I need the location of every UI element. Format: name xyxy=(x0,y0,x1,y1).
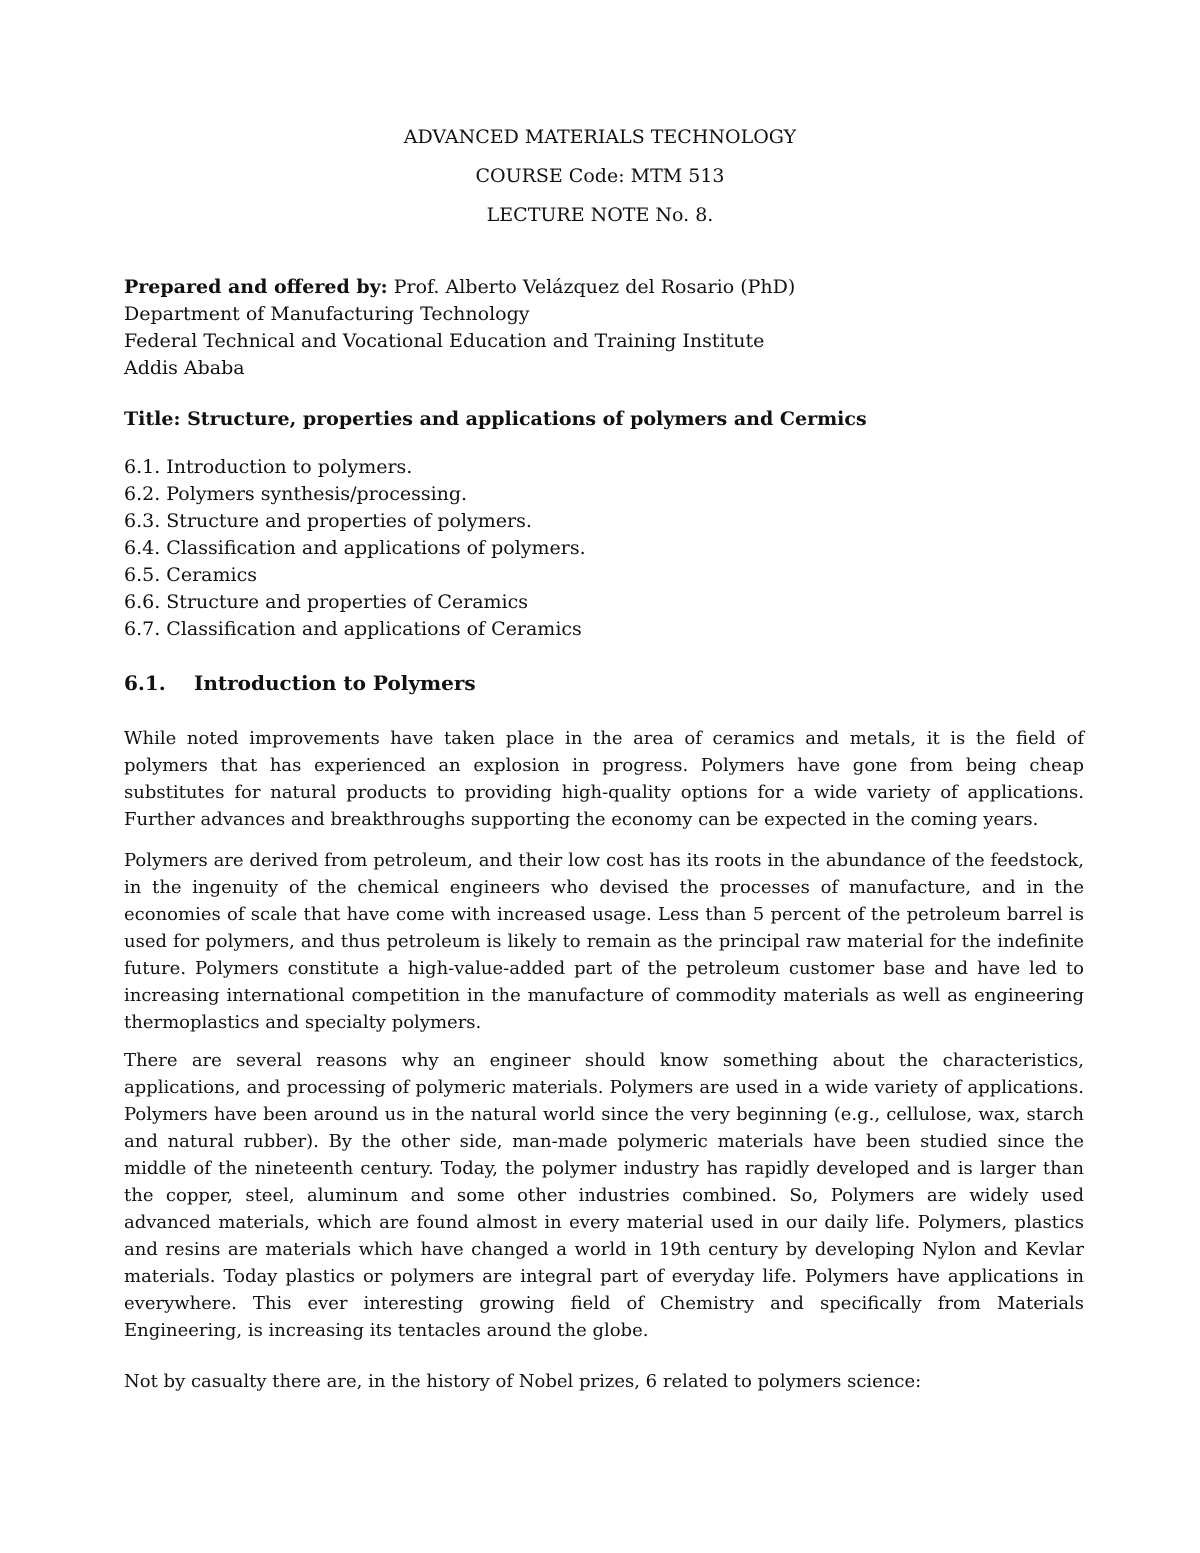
section-heading xyxy=(124,669,476,697)
lecture-note-number: LECTURE NOTE No. 8. xyxy=(486,204,714,226)
section-title: Introduction to Polymers xyxy=(194,671,476,695)
prepared-by-label: Prepared and offered by: xyxy=(124,276,388,298)
course-code: COURSE Code: MTM 513 xyxy=(475,165,725,187)
section-number: 6.1. xyxy=(124,671,166,695)
institute-name: Federal Technical and Vocational Education and Training Institute xyxy=(124,330,765,352)
body-paragraph: While noted improvements have taken place in the area of ceramics and metals, it is the field of polymers that has experienced an explosion in progress. Polymers have gone from being cheap substitutes for natural products to providing high-quality options for a wide variety of applications. Further advances and breakthroughs supporting the economy can be expected in the coming years. xyxy=(124,728,1084,830)
document-header xyxy=(0,118,1200,235)
author-name: Prof. Alberto Velázquez del Rosario (PhD) xyxy=(387,276,796,298)
toc-item: 6.1. Introduction to polymers. xyxy=(124,456,413,478)
department-name: Department of Manufacturing Technology xyxy=(124,303,530,325)
body-paragraph: There are several reasons why an engineer should know something about the characteristics, applications, and processing of polymeric materials. Polymers are used in a wide variety of applications. Polymers have been around us in the natural world since the very beginning (e.g., cellulose, wax, starch and natural rubber). By the other side, man-made polymeric materials have been studied since the middle of the nineteenth century. Today, the polymer industry has rapidly developed and is larger than the copper, steel, aluminum and some other industries combined. So, Polymers are widely used advanced materials, which are found almost in every material used in our daily life. Polymers, plastics and resins are materials which have changed a world in 19th century by developing Nylon and Kevlar materials. Today plastics or polymers are integral part of everyday life. Polymers have applications in everywhere. This ever interesting growing field of Chemistry and specifically from Materials Engineering, is increasing its tentacles around the globe. xyxy=(124,1050,1084,1341)
prepared-by-line xyxy=(124,274,1084,301)
course-title: ADVANCED MATERIALS TECHNOLOGY xyxy=(403,126,797,148)
lecture-title: Title: Structure, properties and applications of polymers and Cermics xyxy=(124,408,867,430)
city-name: Addis Ababa xyxy=(124,357,245,379)
author-block xyxy=(124,274,1084,382)
body-paragraph: Not by casualty there are, in the history of Nobel prizes, 6 related to polymers science: xyxy=(124,1371,922,1392)
toc-item: 6.4. Classification and applications of polymers. xyxy=(124,537,586,559)
body-paragraph: Polymers are derived from petroleum, and their low cost has its roots in the abundance of the feedstock, in the ingenuity of the chemical engineers who devised the processes of manufacture, and in the economies of scale that have come with increased usage. Less than 5 percent of the petroleum barrel is used for polymers, and thus petroleum is likely to remain as the principal raw material for the indefinite future. Polymers constitute a high-value-added part of the petroleum customer base and have led to increasing international competition in the manufacture of commodity materials as well as engineering thermoplastics and specialty polymers. xyxy=(124,850,1084,1033)
toc-item: 6.7. Classification and applications of Ceramics xyxy=(124,618,582,640)
toc-item: 6.2. Polymers synthesis/processing. xyxy=(124,483,468,505)
toc-item: 6.3. Structure and properties of polymers. xyxy=(124,510,532,532)
toc-item: 6.5. Ceramics xyxy=(124,564,257,586)
table-of-contents xyxy=(124,454,1084,643)
toc-item: 6.6. Structure and properties of Ceramics xyxy=(124,591,529,613)
